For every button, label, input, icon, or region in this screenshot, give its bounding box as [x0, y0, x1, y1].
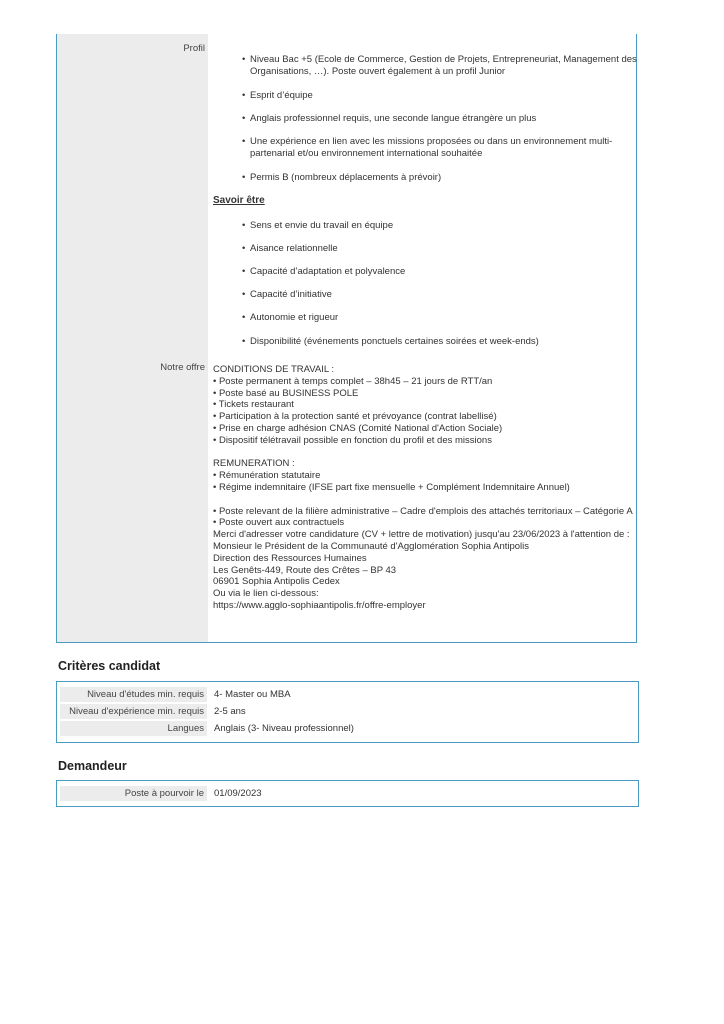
- criteria-row: [57, 721, 638, 737]
- application-link[interactable]: https://www.agglo-sophiaantipolis.fr/offre-employer: [213, 599, 426, 611]
- filiere-text: • Poste relevant de la filière administrative – Cadre d'emplois des attachés territoriaux – Catégorie A: [213, 505, 633, 517]
- profil-label: Profil: [183, 43, 205, 54]
- criteria-label: Langues: [60, 721, 207, 736]
- criteria-value: Anglais (3- Niveau professionnel): [214, 723, 354, 734]
- remuneration-heading: REMUNERATION :: [213, 458, 295, 470]
- list-item: • Autonomie et rigueur: [250, 312, 638, 324]
- savoir-etre-heading: Savoir être: [213, 195, 265, 206]
- criteria-label: Poste à pourvoir le: [60, 786, 207, 801]
- candidature-text: Merci d'adresser votre candidature (CV + lettre de motivation) jusqu'au 23/06/2023 à l'attention de :: [213, 529, 630, 541]
- criteria-row: [57, 786, 638, 802]
- text-line: • Prise en charge adhésion CNAS (Comité National d'Action Sociale): [213, 422, 503, 434]
- criteria-value: 2-5 ans: [214, 706, 246, 717]
- text-line: Les Genêts-449, Route des Crêtes – BP 43: [213, 564, 397, 576]
- text-line: • Dispositif télétravail possible en fonction du profil et des missions: [213, 434, 492, 446]
- criteria-row: [57, 687, 638, 703]
- criteres-box: [56, 681, 639, 743]
- list-item: • Niveau Bac +5 (Ecole de Commerce, Gestion de Projets, Entrepreneuriat, Management des Organisations, …). Poste ouvert également à un profil Junior: [250, 54, 638, 78]
- list-item: • Permis B (nombreux déplacements à prévoir): [250, 172, 638, 184]
- list-item: • Capacité d’adaptation et polyvalence: [250, 266, 638, 278]
- text-line: • Rémunération statutaire: [213, 470, 321, 482]
- criteria-value: 4- Master ou MBA: [214, 689, 291, 700]
- criteria-label: Niveau d'études min. requis: [60, 687, 207, 702]
- criteres-title: Critères candidat: [58, 659, 161, 673]
- list-item: • Aisance relationnelle: [250, 243, 638, 255]
- offre-label: Notre offre: [160, 362, 205, 373]
- criteria-row: [57, 704, 638, 720]
- list-item: • Anglais professionnel requis, une seconde langue étrangère un plus: [250, 113, 638, 125]
- label-column: [57, 34, 208, 642]
- text-line: • Tickets restaurant: [213, 399, 294, 411]
- text-line: • Participation à la protection santé et prévoyance (contrat labellisé): [213, 411, 497, 423]
- text-line: 06901 Sophia Antipolis Cedex: [213, 576, 340, 588]
- demandeur-title: Demandeur: [58, 759, 127, 773]
- criteria-value: 01/09/2023: [214, 788, 262, 799]
- offre-text: [213, 364, 638, 612]
- text-line: Ou via le lien ci-dessous:: [213, 588, 319, 600]
- conditions-heading: CONDITIONS DE TRAVAIL :: [213, 364, 335, 375]
- list-item: • Sens et envie du travail en équipe: [250, 220, 638, 232]
- list-item: • Capacité d’initiative: [250, 289, 638, 301]
- job-details-panel: [56, 34, 637, 643]
- text-line: Direction des Ressources Humaines: [213, 552, 367, 564]
- text-line: • Régime indemnitaire (IFSE part fixe mensuelle + Complément Indemnitaire Annuel): [213, 481, 570, 493]
- criteria-label: Niveau d'expérience min. requis: [60, 704, 207, 719]
- text-line: Monsieur le Président de la Communauté d'Agglomération Sophia Antipolis: [213, 540, 530, 552]
- list-item: • Disponibilité (événements ponctuels certaines soirées et week-ends): [250, 336, 638, 348]
- list-item: • Esprit d’équipe: [250, 90, 638, 102]
- demandeur-box: [56, 780, 639, 807]
- list-item: • Une expérience en lien avec les missions proposées ou dans un environnement multi-partenarial et/ou environnement international souhaitée: [250, 136, 638, 160]
- text-line: • Poste ouvert aux contractuels: [213, 517, 345, 529]
- text-line: • Poste basé au BUSINESS POLE: [213, 387, 359, 399]
- text-line: • Poste permanent à temps complet – 38h45 – 21 jours de RTT/an: [213, 375, 493, 387]
